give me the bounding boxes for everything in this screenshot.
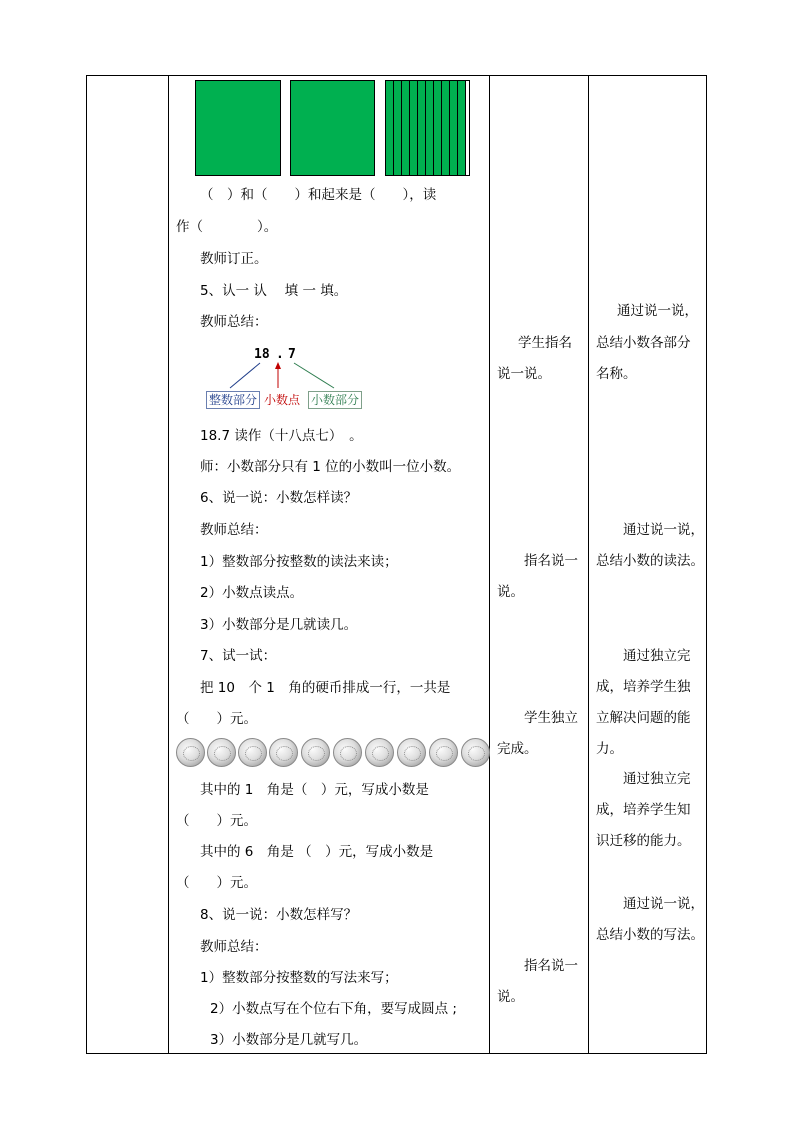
- column-divider: [168, 75, 169, 1054]
- writing-rule-1: 1）整数部分按整数的写法来写；: [200, 970, 398, 986]
- student-activity-4-cont: 说。: [497, 989, 524, 1005]
- student-activity-1: 学生指名: [518, 335, 572, 351]
- teacher-correction: 教师订正。: [200, 251, 268, 267]
- design-intent-3-end: 力。: [596, 741, 623, 757]
- step-8-heading: 8、说一说：小数怎样写？: [200, 907, 358, 923]
- one-decimal-definition: 师：小数部分只有 1 位的小数叫一位小数。: [200, 459, 461, 475]
- teacher-summary-label: 教师总结：: [200, 522, 268, 538]
- design-intent-5-cont: 总结小数的写法。: [596, 927, 704, 943]
- coin-question: 把 10 个 1 角的硬币排成一行，一共是: [200, 680, 451, 696]
- tenth-strip: [457, 80, 466, 176]
- coin-icon: [207, 738, 236, 767]
- teacher-summary-label: 教师总结：: [200, 939, 268, 955]
- reading-rule-1: 1）整数部分按整数的读法来读；: [200, 554, 398, 570]
- writing-rule-2: 2）小数点写在个位右下角，要写成圆点 ;: [210, 1001, 457, 1017]
- diagram-decimal-digit: 7: [288, 347, 296, 362]
- whole-square-1: [195, 80, 281, 176]
- decimal-point-label: 小数点: [264, 393, 301, 407]
- writing-rule-3: 3）小数部分是几就写几。: [210, 1032, 368, 1048]
- six-jiao-question: 其中的 6 角是 （ ）元，写成小数是: [200, 844, 434, 860]
- diagram-point: .: [276, 347, 284, 362]
- student-activity-4: 指名说一: [524, 958, 578, 974]
- reading-rule-3: 3）小数部分是几就读几。: [200, 617, 358, 633]
- coin-question-cont: （ ）元。: [176, 711, 257, 727]
- column-divider: [489, 75, 490, 1054]
- coin-icon: [269, 738, 298, 767]
- teacher-summary-label: 教师总结：: [200, 314, 268, 330]
- point-arrow-head: [275, 362, 281, 369]
- diagram-integer-digits: 18: [254, 347, 270, 362]
- design-intent-3-cont: 成，培养学生独: [596, 679, 691, 695]
- integer-pointer-line: [230, 363, 260, 388]
- design-intent-1-end: 名称。: [596, 366, 637, 382]
- fill-in-question-cont: 作（ ）。: [176, 219, 278, 235]
- step-6-heading: 6、说一说：小数怎样读？: [200, 490, 358, 506]
- coin-icon: [397, 738, 426, 767]
- step-5-heading: 5、认一 认 填 一 填。: [200, 283, 348, 299]
- design-intent-5: 通过说一说，: [623, 896, 704, 912]
- student-activity-3-cont: 完成。: [497, 741, 538, 757]
- design-intent-4-cont: 成，培养学生知: [596, 802, 691, 818]
- coin-icon: [301, 738, 330, 767]
- six-jiao-question-cont: （ ）元。: [176, 875, 257, 891]
- design-intent-4-end: 识迁移的能力。: [596, 833, 691, 849]
- design-intent-2-cont: 总结小数的读法。: [596, 553, 704, 569]
- coin-icon: [238, 738, 267, 767]
- step-7-heading: 7、试一试：: [200, 648, 277, 664]
- coin-icon: [333, 738, 362, 767]
- decimal-part-label: 小数部分: [308, 391, 362, 409]
- design-intent-1-cont: 总结小数各部分: [596, 335, 691, 351]
- student-activity-1-cont: 说一说。: [497, 366, 551, 382]
- decimal-pointer-line: [294, 363, 334, 388]
- design-intent-4: 通过独立完: [623, 771, 691, 787]
- design-intent-3: 通过独立完: [623, 648, 691, 664]
- integer-part-label: 整数部分: [206, 391, 260, 409]
- student-activity-3: 学生独立: [524, 710, 578, 726]
- student-activity-2-cont: 说。: [497, 584, 524, 600]
- design-intent-1: 通过说一说，: [617, 303, 698, 319]
- reading-rule-2: 2）小数点读点。: [200, 585, 304, 601]
- fill-in-question: （ ）和（ ）和起来是（ ），读: [200, 187, 437, 203]
- one-jiao-question-cont: （ ）元。: [176, 813, 257, 829]
- column-divider: [588, 75, 589, 1054]
- student-activity-2: 指名说一: [524, 553, 578, 569]
- reading-example: 18.7 读作（十八点七） 。: [200, 428, 363, 444]
- coin-icon: [429, 738, 458, 767]
- coin-icon: [365, 738, 394, 767]
- design-intent-3-cont2: 立解决问题的能: [596, 710, 691, 726]
- coin-icon: [461, 738, 490, 767]
- whole-square-2: [290, 80, 375, 176]
- coin-icon: [176, 738, 205, 767]
- one-jiao-question: 其中的 1 角是（ ）元，写成小数是: [200, 782, 429, 798]
- design-intent-2: 通过说一说，: [623, 522, 704, 538]
